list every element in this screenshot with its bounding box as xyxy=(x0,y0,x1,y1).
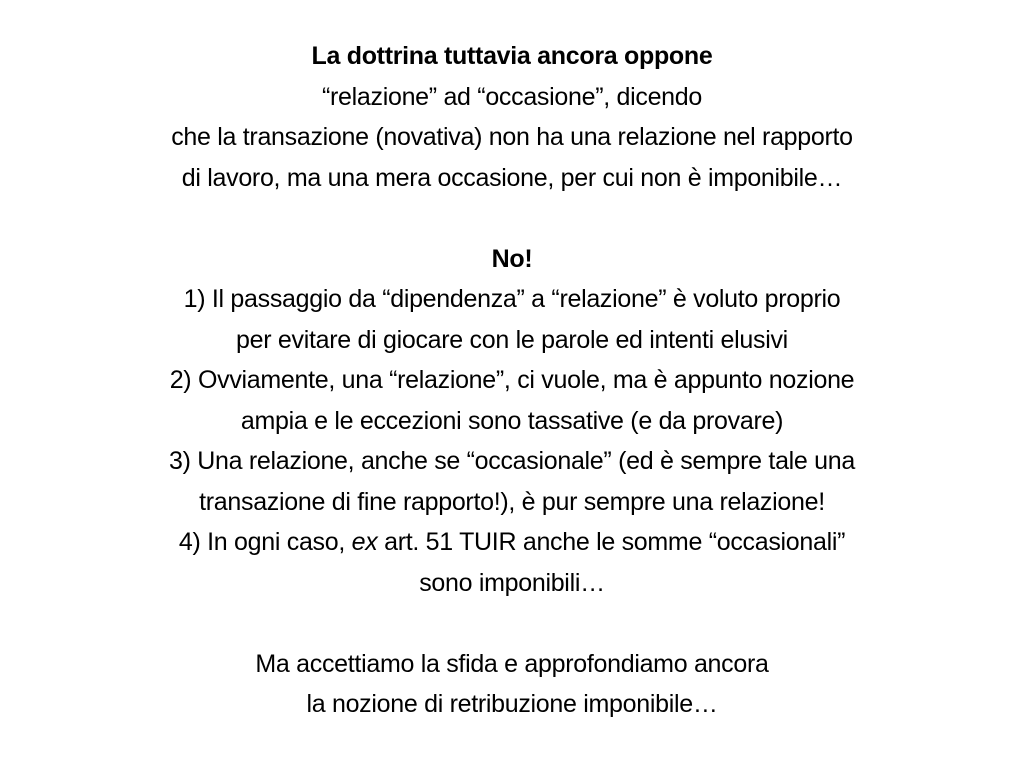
point-4-italic: ex xyxy=(351,528,378,556)
point-1-line-2: per evitare di giocare con le parole ed intenti elusivi xyxy=(236,325,788,354)
closing-line-1: Ma accettiamo la sfida e approfondiamo ancora xyxy=(255,649,769,678)
intro-line-2: “relazione” ad “occasione”, dicendo xyxy=(322,82,702,111)
point-4-prefix: 4) In ogni caso, xyxy=(178,528,352,556)
point-3-line-2: transazione di fine rapporto!), è pur sempre una relazione! xyxy=(199,487,825,516)
slide-title: La dottrina tuttavia ancora oppone xyxy=(311,42,713,70)
point-2-line-2: ampia e le eccezioni sono tassative (e da provare) xyxy=(240,406,784,435)
spacer xyxy=(0,198,1024,239)
spacer xyxy=(0,603,1024,644)
answer-heading: No! xyxy=(491,244,533,273)
intro-line-3: che la transazione (novativa) non ha una relazione nel rapporto xyxy=(171,123,853,151)
point-4-suffix: art. 51 TUIR anche le somme “occasionali” xyxy=(377,528,846,556)
point-2-line-1: 2) Ovviamente, una “relazione”, ci vuole, ma è appunto nozione xyxy=(169,366,855,394)
point-3-line-1: 3) Una relazione, anche se “occasionale” (ed è sempre tale una xyxy=(169,447,855,475)
point-4-line-1 xyxy=(0,522,1024,563)
point-4-line-2: sono imponibili… xyxy=(419,568,605,597)
slide-text xyxy=(0,36,1024,725)
intro-line-4: di lavoro, ma una mera occasione, per cui non è imponibile… xyxy=(181,163,843,192)
closing-line-2: la nozione di retribuzione imponibile… xyxy=(306,690,718,718)
point-1-line-1: 1) Il passaggio da “dipendenza” a “relazione” è voluto proprio xyxy=(183,285,841,313)
